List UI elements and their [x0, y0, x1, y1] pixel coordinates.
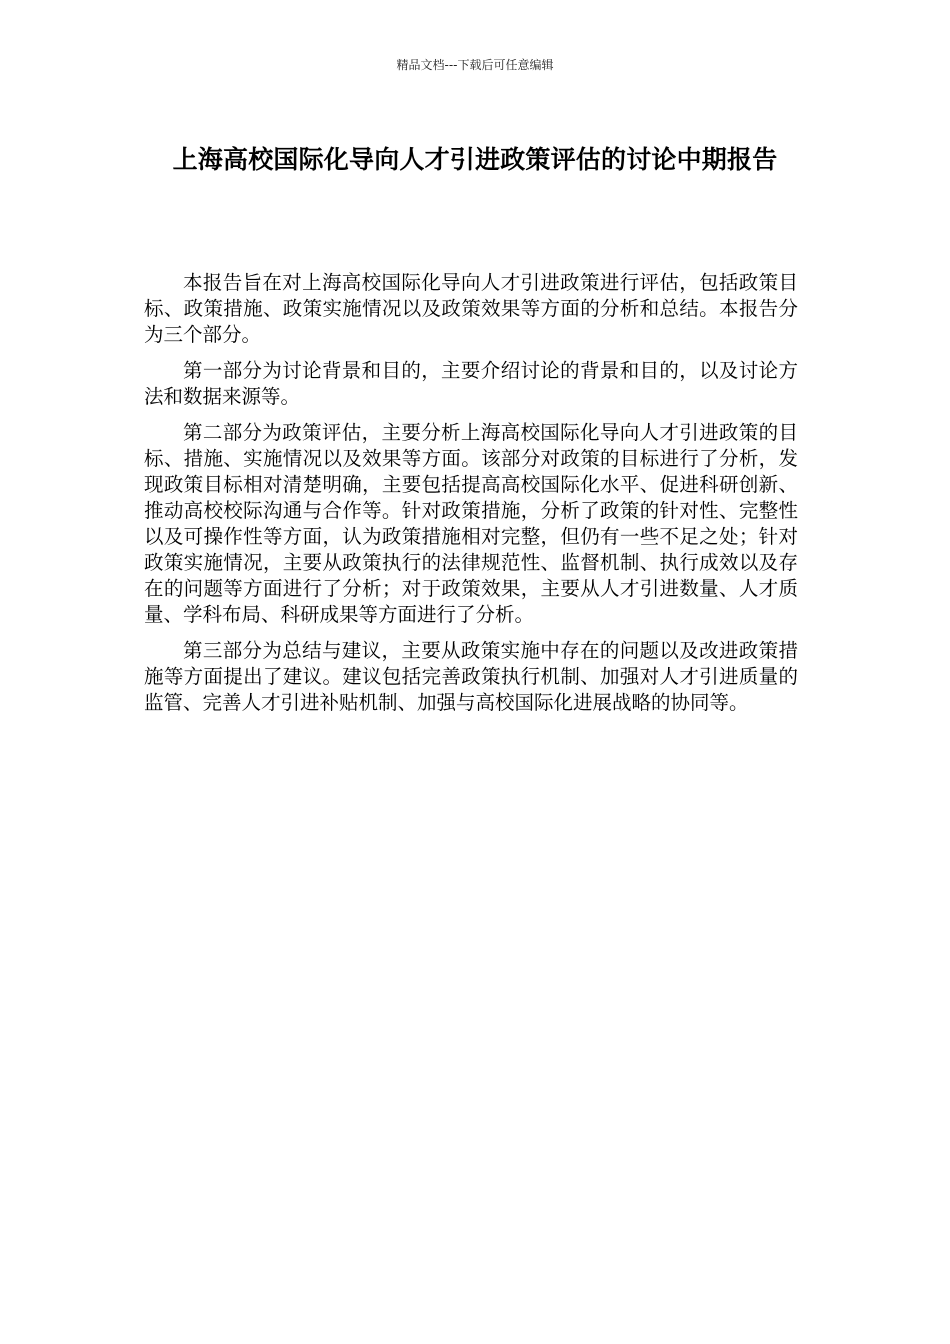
paragraph-part-one: 第一部分为讨论背景和目的，主要介绍讨论的背景和目的，以及讨论方法和数据来源等。 [144, 359, 798, 408]
paragraph-part-two: 第二部分为政策评估，主要分析上海高校国际化导向人才引进政策的目标、措施、实施情况以及效果等方面。该部分对政策的目标进行了分析，发现政策目标相对清楚明确，主要包括提高高校国际化水平、促进科研创新、推动高校校际沟通与合作等。针对政策措施，分析了政策的针对性、完整性以及可操作性等方面，认为政策措施相对完整，但仍有一些不足之处；针对政策实施情况，主要从政策执行的法律规范性、监督机制、执行成效以及存在的问题等方面进行了分析；对于政策效果，主要从人才引进数量、人才质量、学科布局、科研成果等方面进行了分析。 [144, 421, 798, 626]
paragraph-intro: 本报告旨在对上海高校国际化导向人才引进政策进行评估，包括政策目标、政策措施、政策实施情况以及政策效果等方面的分析和总结。本报告分为三个部分。 [144, 271, 798, 346]
header-note: 精品文档---下载后可任意编辑 [396, 58, 554, 72]
document-body [144, 270, 798, 726]
paragraph-part-three: 第三部分为总结与建议，主要从政策实施中存在的问题以及改进政策措施等方面提出了建议。建议包括完善政策执行机制、加强对人才引进质量的监管、完善人才引进补贴机制、加强与高校国际化进展战略的协同等。 [144, 639, 798, 714]
document-title: 上海高校国际化导向人才引进政策评估的讨论中期报告 [172, 145, 778, 174]
